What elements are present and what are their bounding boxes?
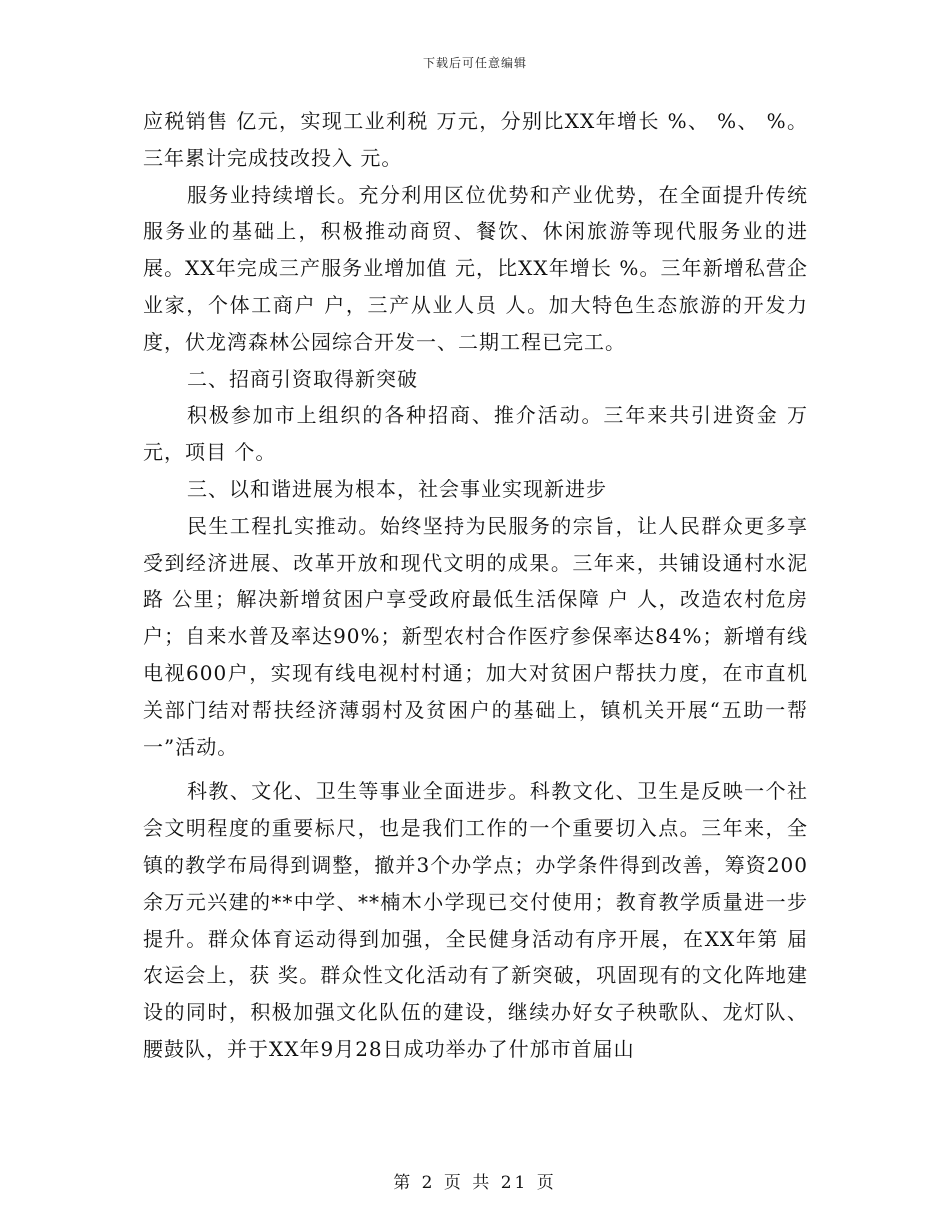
document-body [143, 103, 808, 1068]
paragraph-education-culture: 科教、文化、卫生等事业全面进步。科教文化、卫生是反映一个社会文明程度的重要标尺，也是我们工作的一个重要切入点。三年来，全镇的教学布局得到调整，撤并3个办学点；办学条件得到改善，筹资200余万元兴建的**中学、**楠木小学现已交付使用；教育教学质量进一步提升。群众体育运动得到加强，全民健身活动有序开展，在XX年第 届农运会上，获 奖。群众性文化活动有了新突破，巩固现有的文化阵地建设的同时，积极加强文化队伍的建设，继续办好女子秧歌队、龙灯队、腰鼓队，并于XX年9月28日成功举办了什邡市首届山 [143, 779, 808, 1061]
section-heading-social: 三、以和谐进展为根本，社会事业实现新进步 [187, 476, 607, 501]
section-heading-investment: 二、招商引资取得新突破 [187, 366, 418, 391]
page-header: 下载后可任意编辑 [422, 56, 527, 70]
page-number-footer: 第 2 页 共 21 页 [393, 1173, 557, 1193]
paragraph-tax-sales: 应税销售 亿元，实现工业利税 万元，分别比XX年增长 %、 %、 %。三年累计完成技改投入 元。 [143, 109, 808, 170]
paragraph-service-industry: 服务业持续增长。充分利用区位优势和产业优势，在全面提升传统服务业的基础上，积极推动商贸、餐饮、休闲旅游等现代服务业的进展。XX年完成三产服务业增加值 元，比XX年增长 %。三年新增私营企业家，个体工商户 户，三产从业人员 人。加大特色生态旅游的开发力度，伏龙湾森林公园综合开发一、二期工程已完工。 [143, 182, 808, 354]
paragraph-investment: 积极参加市上组织的各种招商、推介活动。三年来共引进资金 万元，项目 个。 [143, 403, 808, 465]
paragraph-livelihood: 民生工程扎实推动。始终坚持为民服务的宗旨，让人民群众更多享受到经济进展、改革开放和现代文明的成果。三年来，共铺设通村水泥路 公里；解决新增贫困户享受政府最低生活保障 户 人，改造农村危房 户；自来水普及率达90%；新型农村合作医疗参保率达84%；新增有线电视600户，实现有线电视村村通；加大对贫困户帮扶力度，在市直机关部门结对帮扶经济薄弱村及贫困户的基础上，镇机关开展“五助一帮一”活动。 [143, 513, 808, 759]
